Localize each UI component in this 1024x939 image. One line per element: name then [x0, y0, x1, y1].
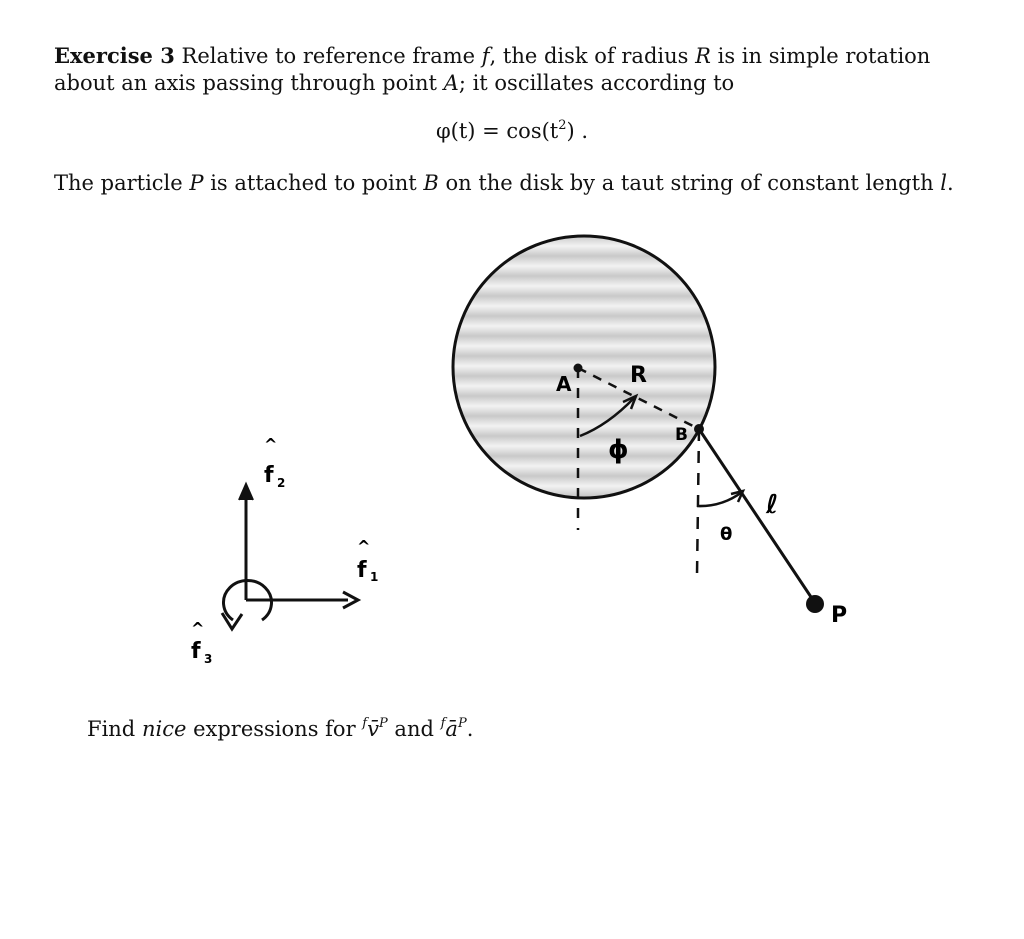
equation-exponent: 2	[558, 118, 567, 133]
velocity-point: P	[378, 716, 388, 731]
label-f2-sub: 2	[277, 476, 286, 490]
text-span: Relative to reference frame	[181, 44, 476, 68]
velocity-frame: f	[362, 716, 368, 731]
label-phi: ϕ	[608, 435, 629, 465]
label-theta: θ	[720, 524, 733, 545]
vertical-reference-b	[697, 429, 699, 575]
equation-end: ) .	[566, 119, 589, 143]
accel-symbol: ā	[445, 717, 458, 741]
particle-symbol: P	[189, 171, 204, 195]
label-f3-sub: 3	[204, 652, 213, 666]
frame-symbol: f	[481, 44, 490, 68]
label-a: A	[556, 372, 572, 396]
axis-f2-arrowhead	[239, 484, 253, 500]
label-p: P	[831, 603, 848, 628]
velocity-symbol: v̄	[367, 717, 379, 741]
equation-main: φ(t) = cos(t	[435, 119, 559, 143]
find-prompt	[87, 717, 473, 741]
hat-f2: ^	[264, 435, 278, 454]
text-span: .	[947, 171, 954, 195]
length-symbol: l	[940, 171, 947, 195]
text-span: and	[394, 717, 434, 741]
label-f1-sub: 1	[370, 570, 379, 584]
string	[699, 429, 815, 603]
label-f2: f	[264, 463, 274, 488]
accel-point: P	[457, 716, 467, 731]
text-span: on the disk by a taut string of constant length	[445, 171, 934, 195]
text-span: is attached to point	[210, 171, 417, 195]
text-span: Find	[87, 717, 136, 741]
text-span: .	[466, 717, 474, 741]
label-b: B	[675, 425, 688, 445]
accel-frame: f	[440, 716, 446, 731]
particle-dot	[806, 595, 824, 613]
text-span: The particle	[54, 171, 183, 195]
label-f3: f	[191, 639, 201, 664]
text-span: ; it oscillates according to	[458, 71, 735, 95]
hat-f3: ^	[191, 619, 205, 638]
radius-symbol: R	[695, 44, 711, 68]
label-r: R	[630, 363, 647, 388]
label-l: ℓ	[766, 490, 779, 520]
text-span: , the disk of radius	[489, 44, 689, 68]
text-span: expressions for	[193, 717, 356, 741]
hat-f1: ^	[357, 537, 371, 556]
emphasis-nice: nice	[141, 717, 187, 741]
point-b-symbol: B	[423, 171, 439, 195]
text-span: is in simple rotation about an axis passing through point	[54, 44, 931, 95]
exercise-heading: Exercise 3	[54, 43, 175, 68]
label-f1: f	[357, 558, 367, 583]
point-a-symbol: A	[443, 71, 459, 95]
disk	[453, 236, 715, 498]
